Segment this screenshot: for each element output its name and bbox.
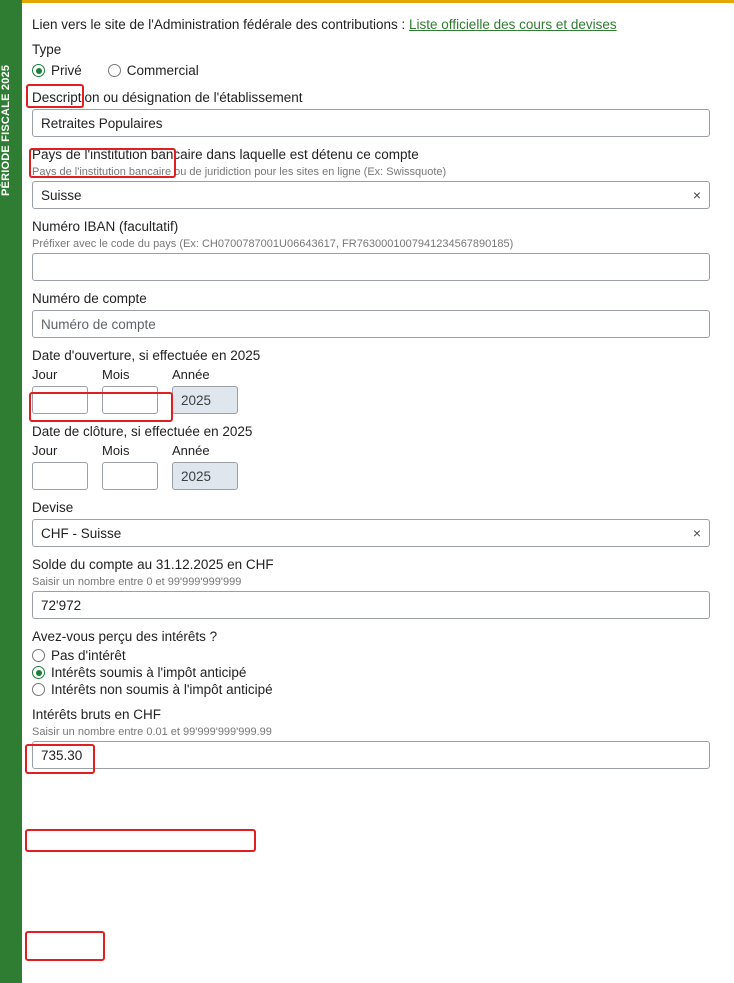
opening-year-label: Année <box>172 367 210 382</box>
iban-input[interactable] <box>32 253 710 281</box>
radio-icon-commercial[interactable] <box>108 64 121 77</box>
gross-interest-field <box>32 707 726 769</box>
radio-label-no-interest: Pas d'intérêt <box>51 648 126 663</box>
country-select[interactable] <box>32 181 710 209</box>
closing-day-col <box>32 443 88 490</box>
opening-date-label: Date d'ouverture, si effectuée en 2025 <box>32 348 261 363</box>
radio-option-interest-taxed[interactable] <box>32 665 726 680</box>
balance-label: Solde du compte au 31.12.2025 en CHF <box>32 557 274 572</box>
clear-icon[interactable]: × <box>692 187 701 203</box>
radio-icon-interest-taxed[interactable] <box>32 666 45 679</box>
opening-month-col <box>102 367 158 414</box>
balance-hint: Saisir un nombre entre 0 et 99'999'999'999 <box>32 576 242 588</box>
description-input[interactable]: Retraites Populaires <box>32 109 710 137</box>
opening-date-row <box>32 367 726 414</box>
country-label: Pays de l'institution bancaire dans laquelle est détenu ce compte <box>32 147 419 162</box>
opening-day-col <box>32 367 88 414</box>
opening-day-label: Jour <box>32 367 58 382</box>
closing-day-input[interactable] <box>32 462 88 490</box>
opening-year-input: 2025 <box>172 386 238 414</box>
account-number-label: Numéro de compte <box>32 291 147 306</box>
closing-year-input: 2025 <box>172 462 238 490</box>
opening-month-label: Mois <box>102 367 130 382</box>
currency-select[interactable] <box>32 519 710 547</box>
afc-link-text: Lien vers le site de l'Administration fédérale des contributions : <box>32 17 410 32</box>
radio-option-prive[interactable] <box>32 63 82 78</box>
fiscal-period-sidebar <box>0 0 22 983</box>
type-field <box>32 42 726 80</box>
radio-label-interest-taxed: Intérêts soumis à l'impôt anticipé <box>51 665 247 680</box>
closing-date-row <box>32 443 726 490</box>
closing-year-label: Année <box>172 443 210 458</box>
afc-link-row <box>32 17 726 32</box>
country-hint: Pays de l'institution bancaire ou de juridiction pour les sites en ligne (Ex: Swissquote) <box>32 166 447 178</box>
form-content <box>22 3 734 779</box>
type-radio-group <box>32 61 726 80</box>
clear-icon[interactable]: × <box>692 525 701 541</box>
opening-day-input[interactable] <box>32 386 88 414</box>
opening-date-field <box>32 348 726 414</box>
currency-field <box>32 500 726 547</box>
highlight-gross-interest <box>25 931 105 961</box>
radio-label-prive: Privé <box>51 63 82 78</box>
account-number-field <box>32 291 726 338</box>
currency-label: Devise <box>32 500 74 515</box>
iban-hint: Préfixer avec le code du pays (Ex: CH0700787001U06643617, FR7630001007941234567890185) <box>32 238 514 250</box>
afc-link[interactable]: Liste officielle des cours et devises <box>409 17 617 32</box>
iban-label: Numéro IBAN (facultatif) <box>32 219 179 234</box>
radio-option-interest-untaxed[interactable] <box>32 682 726 697</box>
description-label: Description ou désignation de l'établissement <box>32 90 303 105</box>
radio-option-no-interest[interactable] <box>32 648 726 663</box>
gross-interest-label: Intérêts bruts en CHF <box>32 707 162 722</box>
closing-month-label: Mois <box>102 443 130 458</box>
interest-question-field <box>32 629 726 697</box>
interest-radio-group <box>32 648 726 697</box>
interest-question-label: Avez-vous perçu des intérêts ? <box>32 629 218 644</box>
balance-input[interactable]: 72'972 <box>32 591 710 619</box>
type-label: Type <box>32 42 62 57</box>
gross-interest-hint: Saisir un nombre entre 0.01 et 99'999'999'999.99 <box>32 726 272 738</box>
closing-date-field <box>32 424 726 490</box>
fiscal-period-label: PÉRIODE FISCALE 2025 <box>0 64 12 196</box>
opening-year-col <box>172 367 238 414</box>
closing-day-label: Jour <box>32 443 58 458</box>
opening-month-input[interactable] <box>102 386 158 414</box>
account-number-input[interactable]: Numéro de compte <box>32 310 710 338</box>
currency-value: CHF - Suisse <box>41 525 122 541</box>
radio-option-commercial[interactable] <box>108 63 199 78</box>
country-value: Suisse <box>41 187 82 203</box>
closing-year-col <box>172 443 238 490</box>
radio-icon-prive[interactable] <box>32 64 45 77</box>
closing-month-input[interactable] <box>102 462 158 490</box>
radio-icon-no-interest[interactable] <box>32 649 45 662</box>
iban-field <box>32 219 726 281</box>
closing-month-col <box>102 443 158 490</box>
gross-interest-input[interactable]: 735.30 <box>32 741 710 769</box>
radio-icon-interest-untaxed[interactable] <box>32 683 45 696</box>
country-field <box>32 147 726 209</box>
highlight-interest-taxed <box>25 829 256 852</box>
balance-field <box>32 557 726 619</box>
radio-label-commercial: Commercial <box>126 63 199 78</box>
radio-label-interest-untaxed: Intérêts non soumis à l'impôt anticipé <box>51 682 273 697</box>
description-field <box>32 90 726 137</box>
closing-date-label: Date de clôture, si effectuée en 2025 <box>32 424 253 439</box>
